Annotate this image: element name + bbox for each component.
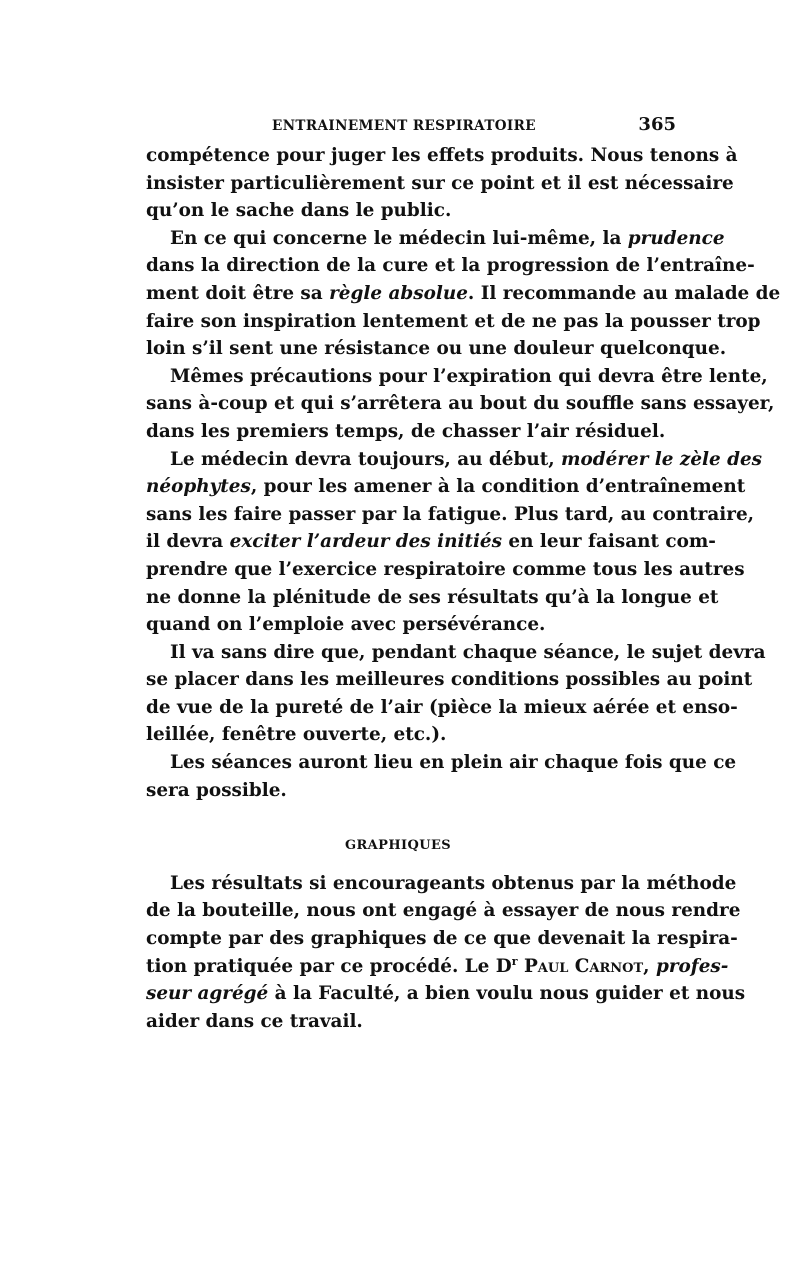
section-paragraph [122, 870, 746, 1036]
text-line: Il va sans dire que, pendant chaque séance, le sujet devra [170, 641, 766, 663]
book-page [122, 112, 781, 1035]
paragraph [122, 225, 781, 363]
text-line: Le médecin devra toujours, au début, modérer le zèle des [170, 448, 763, 470]
text-line: prendre que l’exercice respiratoire comme tous les autres [146, 558, 745, 580]
superscript: r [511, 954, 518, 968]
running-title: ENTRAINEMENT RESPIRATOIRE [272, 118, 536, 134]
page-number: 365 [638, 114, 676, 135]
section-heading: GRAPHIQUES [344, 838, 452, 854]
text-line: qu’on le sache dans le public. [146, 200, 452, 222]
text-line: compétence pour juger les effets produits. Nous tenons à [146, 145, 738, 166]
paragraph [122, 639, 766, 749]
text-line: Les séances auront lieu en plein air chaque fois que ce [170, 752, 737, 774]
italic-text: prudence [627, 227, 725, 249]
text-line: néophytes, pour les amener à la condition d’entraînement [146, 476, 746, 498]
text-line: dans les premiers temps, de chasser l’air résiduel. [146, 420, 666, 442]
italic-text: exciter l’ardeur des initiés [229, 531, 502, 553]
text-line: quand on l’emploie avec persévérance. [146, 614, 546, 636]
text-line: ment doit être sa règle absolue. Il recommande au malade de [146, 282, 781, 304]
text-line: ne donne la plénitude de ses résultats qu’à la longue et [146, 586, 719, 608]
text-line: aider dans ce travail. [146, 1010, 363, 1032]
text-line: faire son inspiration lentement et de ne pas la pousser trop [146, 310, 761, 332]
italic-text: profes- [655, 955, 729, 977]
text-line: tion pratiquée par ce procédé. Le $D^r$ Paul Carnot, profes- [146, 954, 729, 977]
text-line: En ce qui concerne le médecin lui-même, la prudence [170, 227, 725, 249]
paragraph [122, 142, 738, 225]
running-head [122, 112, 674, 142]
text-line: insister particulièrement sur ce point et il est nécessaire [146, 172, 734, 194]
text-line: Les résultats si encourageants obtenus par la méthode [170, 872, 737, 894]
text-line: dans la direction de la cure et la progression de l’entraîne- [146, 255, 755, 277]
text-line: compte par des graphiques de ce que devenait la respira- [146, 928, 738, 950]
text-line: seur agrégé à la Faculté, a bien voulu nous guider et nous [146, 983, 746, 1005]
text-line: loin s’il sent une résistance ou une douleur quelconque. [146, 338, 727, 360]
italic-text: modérer le zèle des [561, 448, 763, 470]
paragraph [122, 749, 737, 804]
text-line: sera possible. [146, 779, 287, 801]
italic-text: néophytes [146, 476, 251, 498]
text-line: sans les faire passer par la fatigue. Plus tard, au contraire, [146, 503, 755, 525]
italic-text: seur agrégé [146, 983, 269, 1005]
italic-text: règle absolue [329, 282, 468, 304]
text-line: Mêmes précautions pour l’expiration qui devra être lente, [170, 365, 768, 387]
text-line: sans à-coup et qui s’arrêtera au bout du souffle sans essayer, [146, 393, 775, 415]
text-line: leillée, fenêtre ouverte, etc.). [146, 724, 447, 746]
paragraph [122, 446, 763, 639]
paragraph [122, 363, 775, 446]
text-line: se placer dans les meilleures conditions possibles au point [146, 669, 753, 691]
text-line: de la bouteille, nous ont engagé à essayer de nous rendre [146, 900, 741, 922]
body-text [122, 142, 781, 1035]
small-caps-name: Paul Carnot [523, 955, 644, 977]
text-line: il devra exciter l’ardeur des initiés en leur faisant com- [146, 531, 716, 553]
text-line: de vue de la pureté de l’air (pièce la mieux aérée et enso- [146, 696, 738, 718]
